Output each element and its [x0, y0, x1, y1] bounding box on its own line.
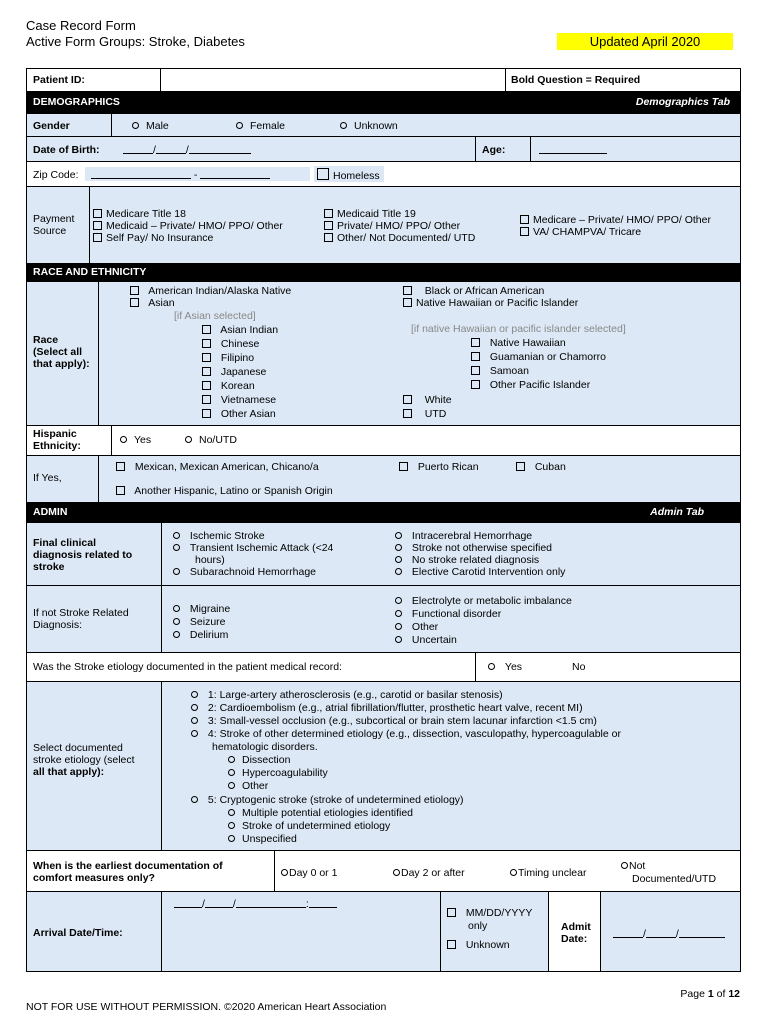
- radio-icon: [173, 544, 180, 551]
- form-header: [26, 18, 245, 50]
- arrival-row: [27, 892, 740, 971]
- race-label: Race: [33, 334, 59, 346]
- etiology-no-radio[interactable]: No: [572, 661, 586, 673]
- checkbox-icon: [202, 409, 211, 418]
- diagnosis-label-2: diagnosis related to: [33, 549, 133, 561]
- payment-va-champva[interactable]: VA/ CHAMPVA/ Tricare: [520, 226, 641, 238]
- radio-icon: [173, 631, 180, 638]
- etio-cardioembolism[interactable]: 2: Cardioembolism (e.g., atrial fibrillation/flutter, prosthetic heart valve, recent MI): [191, 702, 583, 714]
- race-american-indian[interactable]: American Indian/Alaska Native: [130, 285, 291, 297]
- radio-icon: [191, 717, 198, 724]
- dx-tia-hours: hours): [195, 554, 225, 566]
- checkbox-icon: [317, 168, 329, 180]
- hispanic-puerto-rican[interactable]: Puerto Rican: [399, 461, 479, 473]
- comfort-question-2: comfort measures only?: [33, 872, 155, 884]
- nsr-electrolyte-radio[interactable]: Electrolyte or metabolic imbalance: [395, 595, 572, 607]
- hispanic-label: Hispanic: [33, 428, 77, 440]
- race-utd[interactable]: UTD: [403, 408, 446, 420]
- radio-icon: [173, 605, 180, 612]
- race-samoan[interactable]: Samoan: [471, 365, 529, 377]
- radio-icon: [228, 782, 235, 789]
- radio-icon: [173, 568, 180, 575]
- checkbox-icon: [403, 286, 412, 295]
- race-asian[interactable]: Asian: [130, 297, 175, 309]
- race-section-header: [27, 264, 740, 282]
- checkbox-icon: [403, 298, 412, 307]
- radio-icon: [395, 623, 402, 630]
- demographics-section-header: [27, 92, 740, 114]
- arrival-label: Arrival Date/Time:: [33, 927, 123, 939]
- gender-label: Gender: [33, 120, 70, 132]
- race-guamanian[interactable]: Guamanian or Chamorro: [471, 351, 606, 363]
- admin-section-header: [27, 503, 740, 523]
- hispanic-mexican[interactable]: Mexican, Mexican American, Chicano/a: [116, 461, 319, 473]
- arrival-only-text: only: [468, 920, 488, 932]
- gender-row: [27, 114, 740, 137]
- comfort-measures-row: [27, 851, 740, 892]
- checkbox-icon: [447, 940, 456, 949]
- payment-other-not-documented[interactable]: Other/ Not Documented/ UTD: [324, 232, 475, 244]
- etio-large-artery[interactable]: 1: Large-artery atherosclerosis (e.g., carotid or basilar stenosis): [191, 689, 503, 701]
- comfort-day01-radio[interactable]: Day 0 or 1: [281, 867, 337, 879]
- dx-carotid-radio[interactable]: Elective Carotid Intervention only: [395, 566, 565, 578]
- radio-icon: [191, 730, 198, 737]
- radio-icon: [191, 796, 198, 803]
- dx-stroke-nos-radio[interactable]: Stroke not otherwise specified: [395, 542, 552, 554]
- patient-id-input[interactable]: [160, 69, 505, 91]
- form-title: Case Record Form: [26, 18, 136, 33]
- radio-icon: [228, 769, 235, 776]
- zip-row: [27, 162, 740, 187]
- non-stroke-label: If not Stroke Related: [33, 607, 129, 619]
- payment-medicaid-title19[interactable]: Medicaid Title 19: [324, 208, 416, 220]
- radio-icon: [395, 532, 402, 539]
- race-other-asian[interactable]: Other Asian: [202, 408, 276, 420]
- race-chinese[interactable]: Chinese: [202, 338, 259, 350]
- checkbox-icon: [324, 221, 333, 230]
- checkbox-icon: [116, 462, 125, 471]
- checkbox-icon: [516, 462, 525, 471]
- checkbox-icon: [93, 221, 102, 230]
- etiology-documented-question: Was the Stroke etiology documented in the patient medical record:: [33, 661, 342, 673]
- race-asian-indian[interactable]: Asian Indian: [202, 324, 278, 336]
- arrival-unknown-checkbox[interactable]: Unknown: [447, 939, 510, 951]
- checkbox-icon: [202, 367, 211, 376]
- nsr-seizure-radio[interactable]: Seizure: [173, 616, 226, 628]
- comfort-not-documented-cont: Documented/UTD: [632, 873, 717, 885]
- checkbox-icon: [93, 209, 102, 218]
- nsr-functional-radio[interactable]: Functional disorder: [395, 608, 501, 620]
- admit-date-field[interactable]: / /: [613, 927, 725, 940]
- radio-icon: [395, 556, 402, 563]
- hispanic-yes-radio[interactable]: Yes: [120, 434, 151, 446]
- race-black[interactable]: Black or African American: [403, 285, 544, 297]
- admin-tab-link[interactable]: Admin Tab: [650, 506, 704, 518]
- demographics-tab-link[interactable]: Demographics Tab: [635, 96, 730, 108]
- required-note: Bold Question = Required: [511, 74, 641, 86]
- payment-label: Payment: [33, 213, 75, 225]
- gender-female-radio[interactable]: Female: [236, 120, 285, 132]
- race-korean[interactable]: Korean: [202, 380, 255, 392]
- checkbox-icon: [520, 215, 529, 224]
- checkbox-icon: [471, 380, 480, 389]
- non-stroke-label-2: Diagnosis:: [33, 619, 83, 631]
- radio-icon: [228, 756, 235, 763]
- checkbox-icon: [471, 338, 480, 347]
- etiology-label-3: all that apply):: [33, 766, 105, 778]
- if-yes-label: If Yes,: [33, 472, 62, 484]
- page-number: Page 1 of 12: [680, 988, 740, 1000]
- case-record-table: [26, 68, 741, 972]
- diagnosis-row: [27, 523, 740, 586]
- arrival-mmddyyyy-checkbox[interactable]: MM/DD/YYYY: [447, 907, 532, 919]
- radio-icon: [395, 610, 402, 617]
- race-native-hawaiian-pi[interactable]: Native Hawaiian or Pacific Islander: [403, 297, 578, 309]
- race-title: RACE AND ETHNICITY: [33, 266, 147, 278]
- etio-unspecified[interactable]: Unspecified: [228, 833, 297, 845]
- dx-tia-radio[interactable]: Transient Ischemic Attack (<24: [173, 542, 333, 554]
- radio-icon: [173, 532, 180, 539]
- comfort-day2-radio[interactable]: Day 2 or after: [393, 867, 465, 879]
- etio-hypercoagulability[interactable]: Hypercoagulability: [228, 767, 328, 779]
- payment-label-2: Source: [33, 225, 67, 237]
- nh-note: [if native Hawaiian or pacific islander selected]: [411, 323, 626, 335]
- checkbox-icon: [202, 353, 211, 362]
- dx-subarachnoid-radio[interactable]: Subarachnoid Hemorrhage: [173, 566, 316, 578]
- homeless-checkbox[interactable]: Homeless: [317, 168, 380, 182]
- checkbox-icon: [403, 395, 412, 404]
- etio-multiple[interactable]: Multiple potential etiologies identified: [228, 807, 413, 819]
- radio-icon: [395, 568, 402, 575]
- checkbox-icon: [399, 462, 408, 471]
- diagnosis-label: Final clinical: [33, 537, 97, 549]
- checkbox-icon: [202, 339, 211, 348]
- comfort-unclear-radio[interactable]: Timing unclear: [510, 867, 586, 879]
- payment-medicare-title18[interactable]: Medicare Title 18: [93, 208, 186, 220]
- dx-no-stroke-radio[interactable]: No stroke related diagnosis: [395, 554, 539, 566]
- checkbox-icon: [202, 325, 211, 334]
- patient-id-label: Patient ID:: [33, 74, 85, 86]
- if-yes-row: [27, 456, 740, 503]
- demographics-title: DEMOGRAPHICS: [33, 96, 120, 108]
- checkbox-icon: [403, 409, 412, 418]
- etio-other-determined[interactable]: 4: Stroke of other determined etiology (e.g., dissection, vasculopathy, hypercoagulable or: [191, 728, 621, 740]
- checkbox-icon: [130, 286, 139, 295]
- radio-icon: [395, 597, 402, 604]
- radio-icon: [510, 869, 517, 876]
- age-field[interactable]: [539, 143, 607, 156]
- etio-cryptogenic[interactable]: 5: Cryptogenic stroke (stroke of undetermined etiology): [191, 794, 464, 806]
- radio-icon: [191, 691, 198, 698]
- gender-unknown-radio[interactable]: Unknown: [340, 120, 398, 132]
- dx-ischemic-radio[interactable]: Ischemic Stroke: [173, 530, 265, 542]
- gender-male-radio[interactable]: Male: [132, 120, 169, 132]
- hispanic-cuban[interactable]: Cuban: [516, 461, 566, 473]
- etio-other-determined-cont: hematologic disorders.: [212, 741, 318, 753]
- race-other-pacific[interactable]: Other Pacific Islander: [471, 379, 590, 391]
- patient-id-row: [27, 69, 740, 92]
- etiology-yes-radio[interactable]: Yes: [488, 661, 522, 673]
- etiology-row: [27, 682, 740, 851]
- hispanic-no-radio[interactable]: No/UTD: [185, 434, 237, 446]
- checkbox-icon: [93, 233, 102, 242]
- dx-intracerebral-radio[interactable]: Intracerebral Hemorrhage: [395, 530, 532, 542]
- radio-icon: [395, 636, 402, 643]
- etio-other[interactable]: Other: [228, 780, 268, 792]
- checkbox-icon: [447, 908, 456, 917]
- race-label-2: (Select all: [33, 346, 83, 358]
- radio-icon: [228, 822, 235, 829]
- race-white[interactable]: White: [403, 394, 452, 406]
- radio-icon: [228, 809, 235, 816]
- dob-row: [27, 137, 740, 162]
- form-groups: Active Form Groups: Stroke, Diabetes: [26, 34, 245, 49]
- race-filipino[interactable]: Filipino: [202, 352, 254, 364]
- radio-icon: [191, 704, 198, 711]
- radio-icon: [185, 436, 192, 443]
- radio-icon: [120, 436, 127, 443]
- age-label: Age:: [482, 144, 506, 156]
- payment-medicare-private[interactable]: Medicare – Private/ HMO/ PPO/ Other: [520, 214, 711, 226]
- etio-dissection[interactable]: Dissection: [228, 754, 290, 766]
- copyright-footer: NOT FOR USE WITHOUT PERMISSION. ©2020 American Heart Association: [26, 1001, 387, 1013]
- admit-date-label: Admit: [561, 921, 591, 933]
- checkbox-icon: [520, 227, 529, 236]
- comfort-question: When is the earliest documentation of: [33, 860, 223, 872]
- radio-icon: [340, 122, 347, 129]
- radio-icon: [236, 122, 243, 129]
- radio-icon: [228, 835, 235, 842]
- race-row: [27, 282, 740, 426]
- dob-label: Date of Birth:: [33, 144, 100, 156]
- checkbox-icon: [471, 352, 480, 361]
- asian-note: [if Asian selected]: [174, 310, 256, 322]
- comfort-not-documented-radio[interactable]: Not: [621, 860, 645, 872]
- hispanic-row: [27, 426, 740, 456]
- admit-date-label-2: Date:: [561, 933, 588, 945]
- non-stroke-dx-row: [27, 586, 740, 653]
- race-native-hawaiian[interactable]: Native Hawaiian: [471, 337, 566, 349]
- race-vietnamese[interactable]: Vietnamese: [202, 394, 276, 406]
- admin-title: ADMIN: [33, 506, 68, 518]
- etiology-label: Select documented: [33, 742, 123, 754]
- radio-icon: [173, 618, 180, 625]
- dob-field[interactable]: / /: [123, 143, 251, 156]
- radio-icon: [395, 544, 402, 551]
- checkbox-icon: [116, 486, 125, 495]
- payment-row: [27, 187, 740, 264]
- radio-icon: [281, 869, 288, 876]
- checkbox-icon: [202, 395, 211, 404]
- nsr-migraine-radio[interactable]: Migraine: [173, 603, 230, 615]
- etio-small-vessel[interactable]: 3: Small-vessel occlusion (e.g., subcortical or brain stem lacunar infarction <1.5 cm): [191, 715, 597, 727]
- nsr-other-radio[interactable]: Other: [395, 621, 438, 633]
- diagnosis-label-3: stroke: [33, 561, 65, 573]
- checkbox-icon: [130, 298, 139, 307]
- checkbox-icon: [471, 366, 480, 375]
- race-japanese[interactable]: Japanese: [202, 366, 266, 378]
- nsr-uncertain-radio[interactable]: Uncertain: [395, 634, 457, 646]
- nsr-delirium-radio[interactable]: Delirium: [173, 629, 228, 641]
- checkbox-icon: [202, 381, 211, 390]
- payment-medicaid-private[interactable]: Medicaid – Private/ HMO/ PPO/ Other: [93, 220, 283, 232]
- race-label-3: that apply):: [33, 358, 90, 370]
- payment-self-pay[interactable]: Self Pay/ No Insurance: [93, 232, 213, 244]
- zip-label: Zip Code:: [33, 169, 79, 181]
- radio-icon: [488, 663, 495, 670]
- zip-field[interactable]: -: [91, 168, 270, 181]
- hispanic-other[interactable]: Another Hispanic, Latino or Spanish Origin: [116, 485, 333, 497]
- checkbox-icon: [324, 209, 333, 218]
- etio-undetermined[interactable]: Stroke of undetermined etiology: [228, 820, 390, 832]
- etiology-label-2: stroke etiology (select: [33, 754, 135, 766]
- hispanic-label-2: Ethnicity:: [33, 440, 81, 452]
- updated-badge: Updated April 2020: [557, 33, 733, 50]
- arrival-datetime-field[interactable]: / / :: [174, 897, 337, 910]
- radio-icon: [621, 862, 628, 869]
- checkbox-icon: [324, 233, 333, 242]
- payment-private[interactable]: Private/ HMO/ PPO/ Other: [324, 220, 460, 232]
- radio-icon: [132, 122, 139, 129]
- radio-icon: [393, 869, 400, 876]
- etiology-documented-row: [27, 653, 740, 682]
